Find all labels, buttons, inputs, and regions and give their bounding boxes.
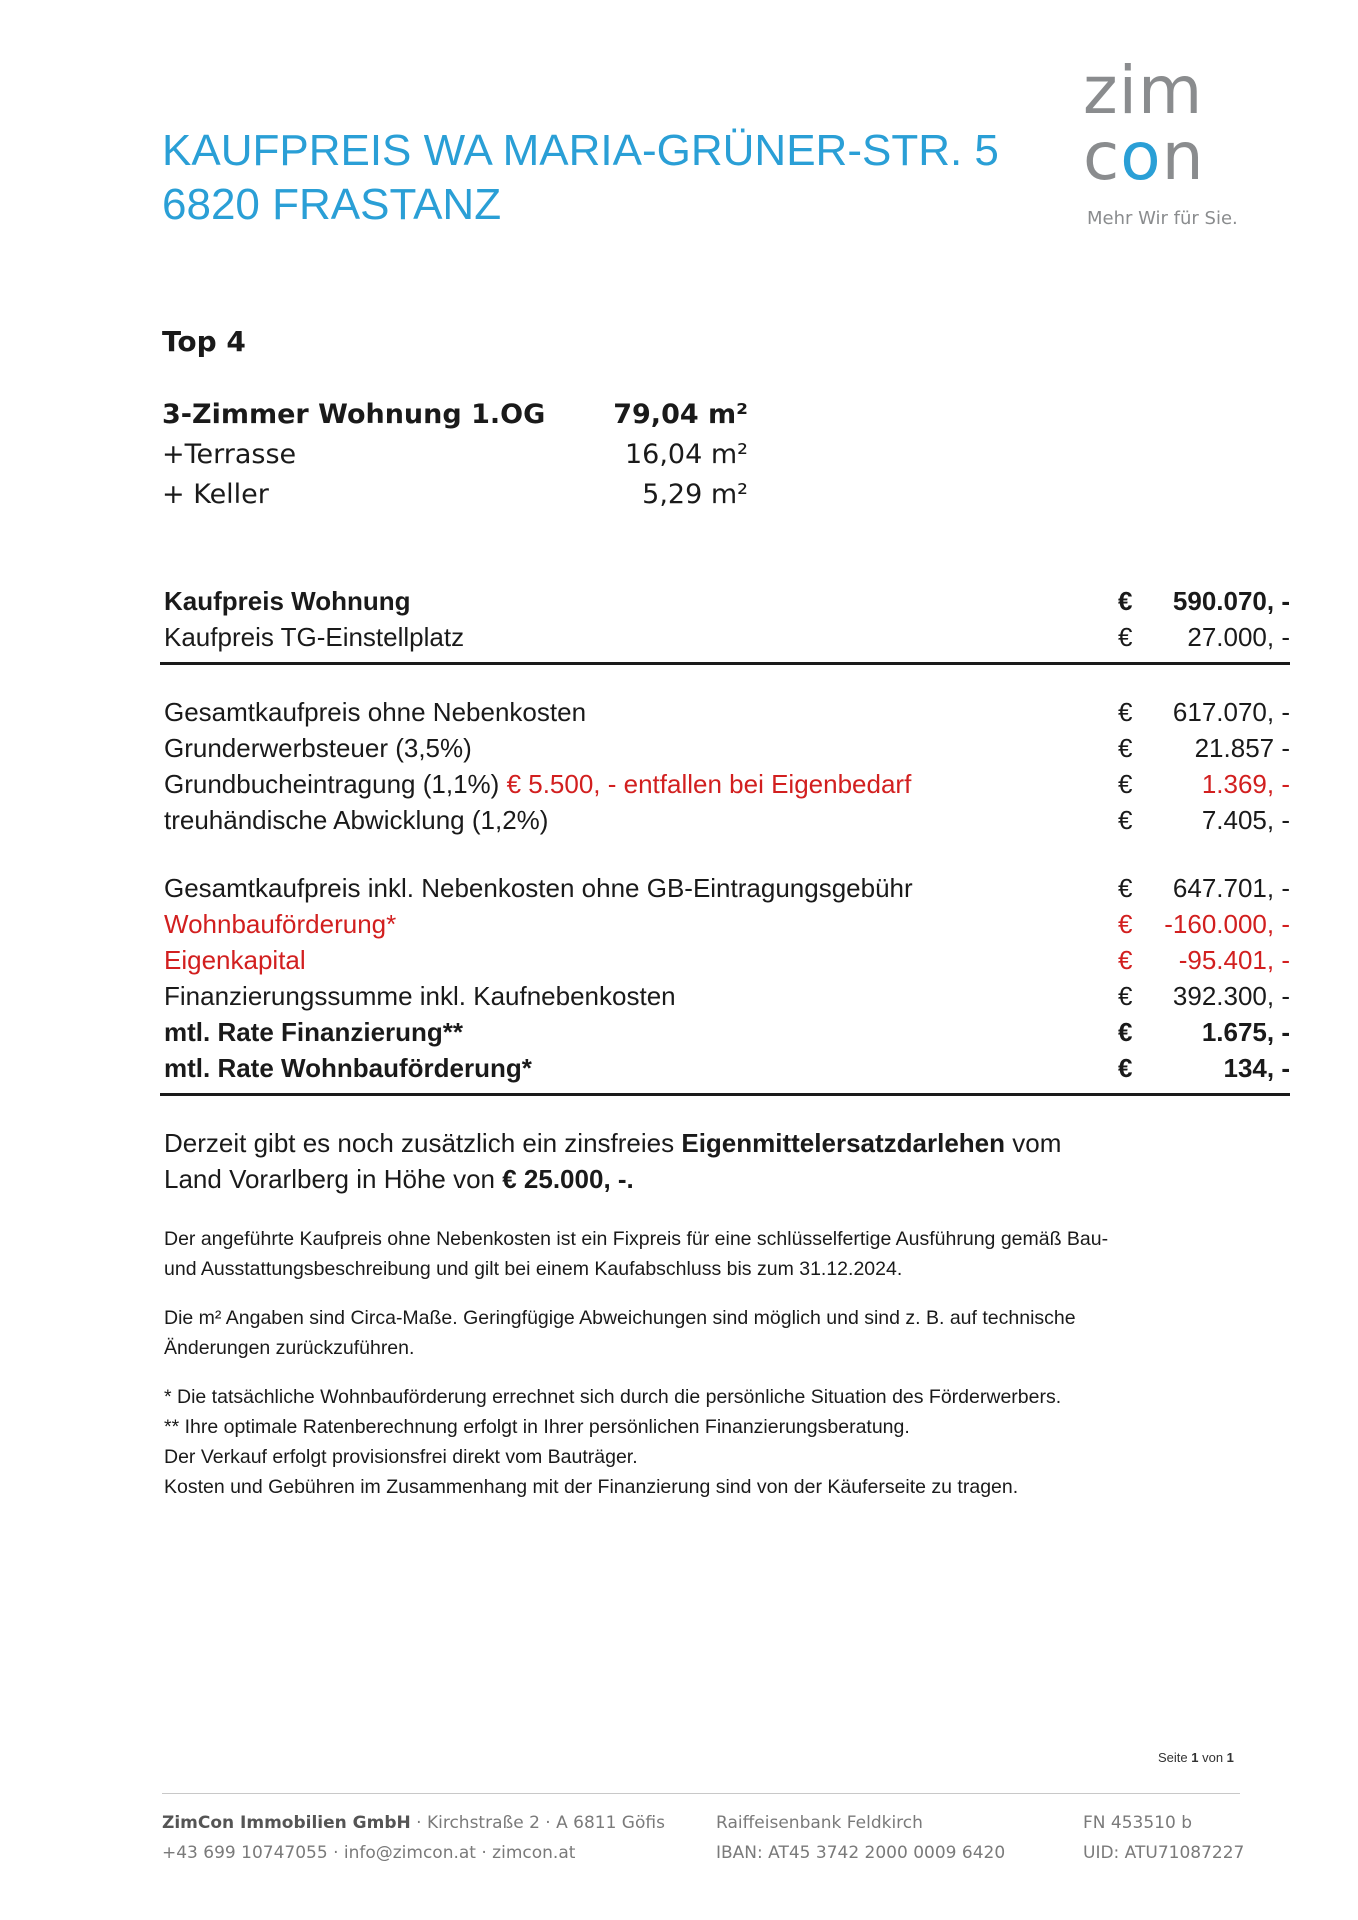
- euro-sign: €: [1118, 769, 1133, 799]
- price-row: [162, 1050, 1290, 1086]
- price-block-2: [162, 694, 1290, 838]
- price-row: [162, 583, 1290, 619]
- price-value: 27.000, -: [1187, 622, 1290, 652]
- price-label: treuhändische Abwicklung (1,2%): [164, 805, 549, 835]
- company-name: ZimCon Immobilien GmbH: [162, 1813, 411, 1833]
- zimcon-logo: [1083, 52, 1243, 238]
- registry-uid: UID: ATU71087227: [1083, 1843, 1245, 1863]
- footer-bank: [716, 1808, 1005, 1868]
- area-row: [162, 475, 762, 515]
- price-block-1: [162, 583, 1290, 655]
- euro-sign: €: [1118, 697, 1133, 727]
- area-row: [162, 395, 762, 435]
- document-title: [162, 124, 999, 232]
- euro-sign: €: [1118, 909, 1133, 939]
- euro-sign: €: [1118, 733, 1133, 763]
- euro-sign: €: [1118, 622, 1133, 652]
- bank-name: Raiffeisenbank Feldkirch: [716, 1813, 923, 1833]
- price-label: mtl. Rate Finanzierung**: [164, 1017, 464, 1047]
- area-label: +Terrasse: [162, 439, 297, 470]
- logo-word-con: con: [1083, 118, 1205, 195]
- price-label: mtl. Rate Wohnbauförderung*: [164, 1053, 532, 1083]
- logo-word-zim: zim: [1083, 52, 1204, 129]
- price-row: [162, 694, 1290, 730]
- title-line-2: 6820 FRASTANZ: [162, 180, 502, 229]
- registry-fn: FN 453510 b: [1083, 1813, 1192, 1833]
- area-list: [162, 395, 762, 515]
- price-label: Grundbucheintragung (1,1%) € 5.500, - entfallen bei Eigenbedarf: [164, 769, 912, 799]
- area-note: Die m² Angaben sind Circa-Maße. Geringfügige Abweichungen sind möglich und sind z. B. auf technische Änderungen zurückzuführen.: [164, 1307, 1076, 1359]
- price-row: [162, 730, 1290, 766]
- area-label: + Keller: [162, 479, 269, 510]
- price-value: 590.070, -: [1172, 586, 1290, 616]
- divider-rule: [160, 662, 1290, 665]
- price-label: Wohnbauförderung*: [164, 909, 397, 939]
- footer-registry: [1083, 1808, 1244, 1868]
- price-label: Eigenkapital: [164, 945, 306, 975]
- price-row: [162, 870, 1290, 906]
- fixprice-note: Der angeführte Kaufpreis ohne Nebenkosten ist ein Fixpreis für eine schlüsselfertige Ausführung gemäß Bau- und Ausstattungsbeschreibung und gilt bei einem Kaufabschluss bis zum 31.12.2024.: [164, 1228, 1109, 1280]
- company-address: · Kirchstraße 2 · A 6811 Göfis: [410, 1813, 665, 1833]
- footnotes: * Die tatsächliche Wohnbauförderung errechnet sich durch die persönliche Situation des Förderwerbers. ** Ihre optimale Ratenberechnung erfolgt in Ihrer persönlichen Finanzierungsberatung. Der Verkauf erfolgt provisionsfrei direkt vom Bauträger. Kosten und Gebühren im Zusammenhang mit der Finanzierung sind von der Käuferseite zu tragen.: [164, 1386, 1062, 1498]
- area-value: 16,04 m²: [624, 439, 748, 470]
- logo-tagline: Mehr Wir für Sie.: [1087, 208, 1238, 229]
- area-value: 79,04 m²: [613, 399, 748, 430]
- divider-rule: [160, 1093, 1290, 1096]
- price-row: [162, 978, 1290, 1014]
- price-value: 7.405, -: [1201, 805, 1290, 835]
- euro-sign: €: [1118, 1017, 1133, 1047]
- price-row: [162, 619, 1290, 655]
- price-label: Grunderwerbsteuer (3,5%): [164, 733, 472, 763]
- price-value: 134, -: [1223, 1053, 1290, 1083]
- unit-label: Top 4: [162, 325, 246, 358]
- price-label: Kaufpreis TG-Einstellplatz: [164, 622, 465, 652]
- euro-sign: €: [1118, 981, 1133, 1011]
- price-value: -95.401, -: [1178, 945, 1290, 975]
- price-value: 21.857 -: [1194, 733, 1290, 763]
- price-value: 1.675, -: [1201, 1017, 1290, 1047]
- price-label: Finanzierungssumme inkl. Kaufnebenkosten: [164, 981, 676, 1011]
- price-value: 1.369, -: [1201, 769, 1290, 799]
- area-row: [162, 435, 762, 475]
- title-line-1: KAUFPREIS WA MARIA-GRÜNER-STR. 5: [162, 126, 999, 175]
- euro-sign: €: [1118, 805, 1133, 835]
- price-row: [162, 802, 1290, 838]
- footer-rule: [162, 1793, 1240, 1794]
- footer-company: [162, 1808, 665, 1868]
- area-value: 5,29 m²: [642, 479, 748, 510]
- price-row: [162, 906, 1290, 942]
- loan-note: Derzeit gibt es noch zusätzlich ein zinsfreies Eigenmittelersatzdarlehen vom Land Vorarlberg in Höhe von € 25.000, -.: [164, 1128, 1062, 1194]
- price-label: Gesamtkaufpreis inkl. Nebenkosten ohne GB-Eintragungsgebühr: [164, 873, 913, 903]
- price-value: 617.070, -: [1172, 697, 1290, 727]
- page-number: Seite 1 von 1: [1158, 1750, 1234, 1765]
- area-label: 3-Zimmer Wohnung 1.OG: [162, 399, 546, 430]
- bank-iban: IBAN: AT45 3742 2000 0009 6420: [716, 1843, 1006, 1863]
- euro-sign: €: [1118, 1053, 1133, 1083]
- logo-o-accent: o: [1120, 118, 1162, 195]
- euro-sign: €: [1118, 873, 1133, 903]
- own-use-note: € 5.500, - entfallen bei Eigenbedarf: [506, 769, 912, 799]
- price-row: [162, 766, 1290, 802]
- euro-sign: €: [1118, 586, 1133, 616]
- price-value: 392.300, -: [1172, 981, 1290, 1011]
- price-row: [162, 942, 1290, 978]
- company-contact: +43 699 10747055 · info@zimcon.at · zimcon.at: [162, 1843, 576, 1863]
- price-block-3: [162, 870, 1290, 1086]
- price-label: Kaufpreis Wohnung: [164, 586, 411, 616]
- price-row: [162, 1014, 1290, 1050]
- price-value: -160.000, -: [1164, 909, 1290, 939]
- euro-sign: €: [1118, 945, 1133, 975]
- price-label: Gesamtkaufpreis ohne Nebenkosten: [164, 697, 587, 727]
- price-value: 647.701, -: [1172, 873, 1290, 903]
